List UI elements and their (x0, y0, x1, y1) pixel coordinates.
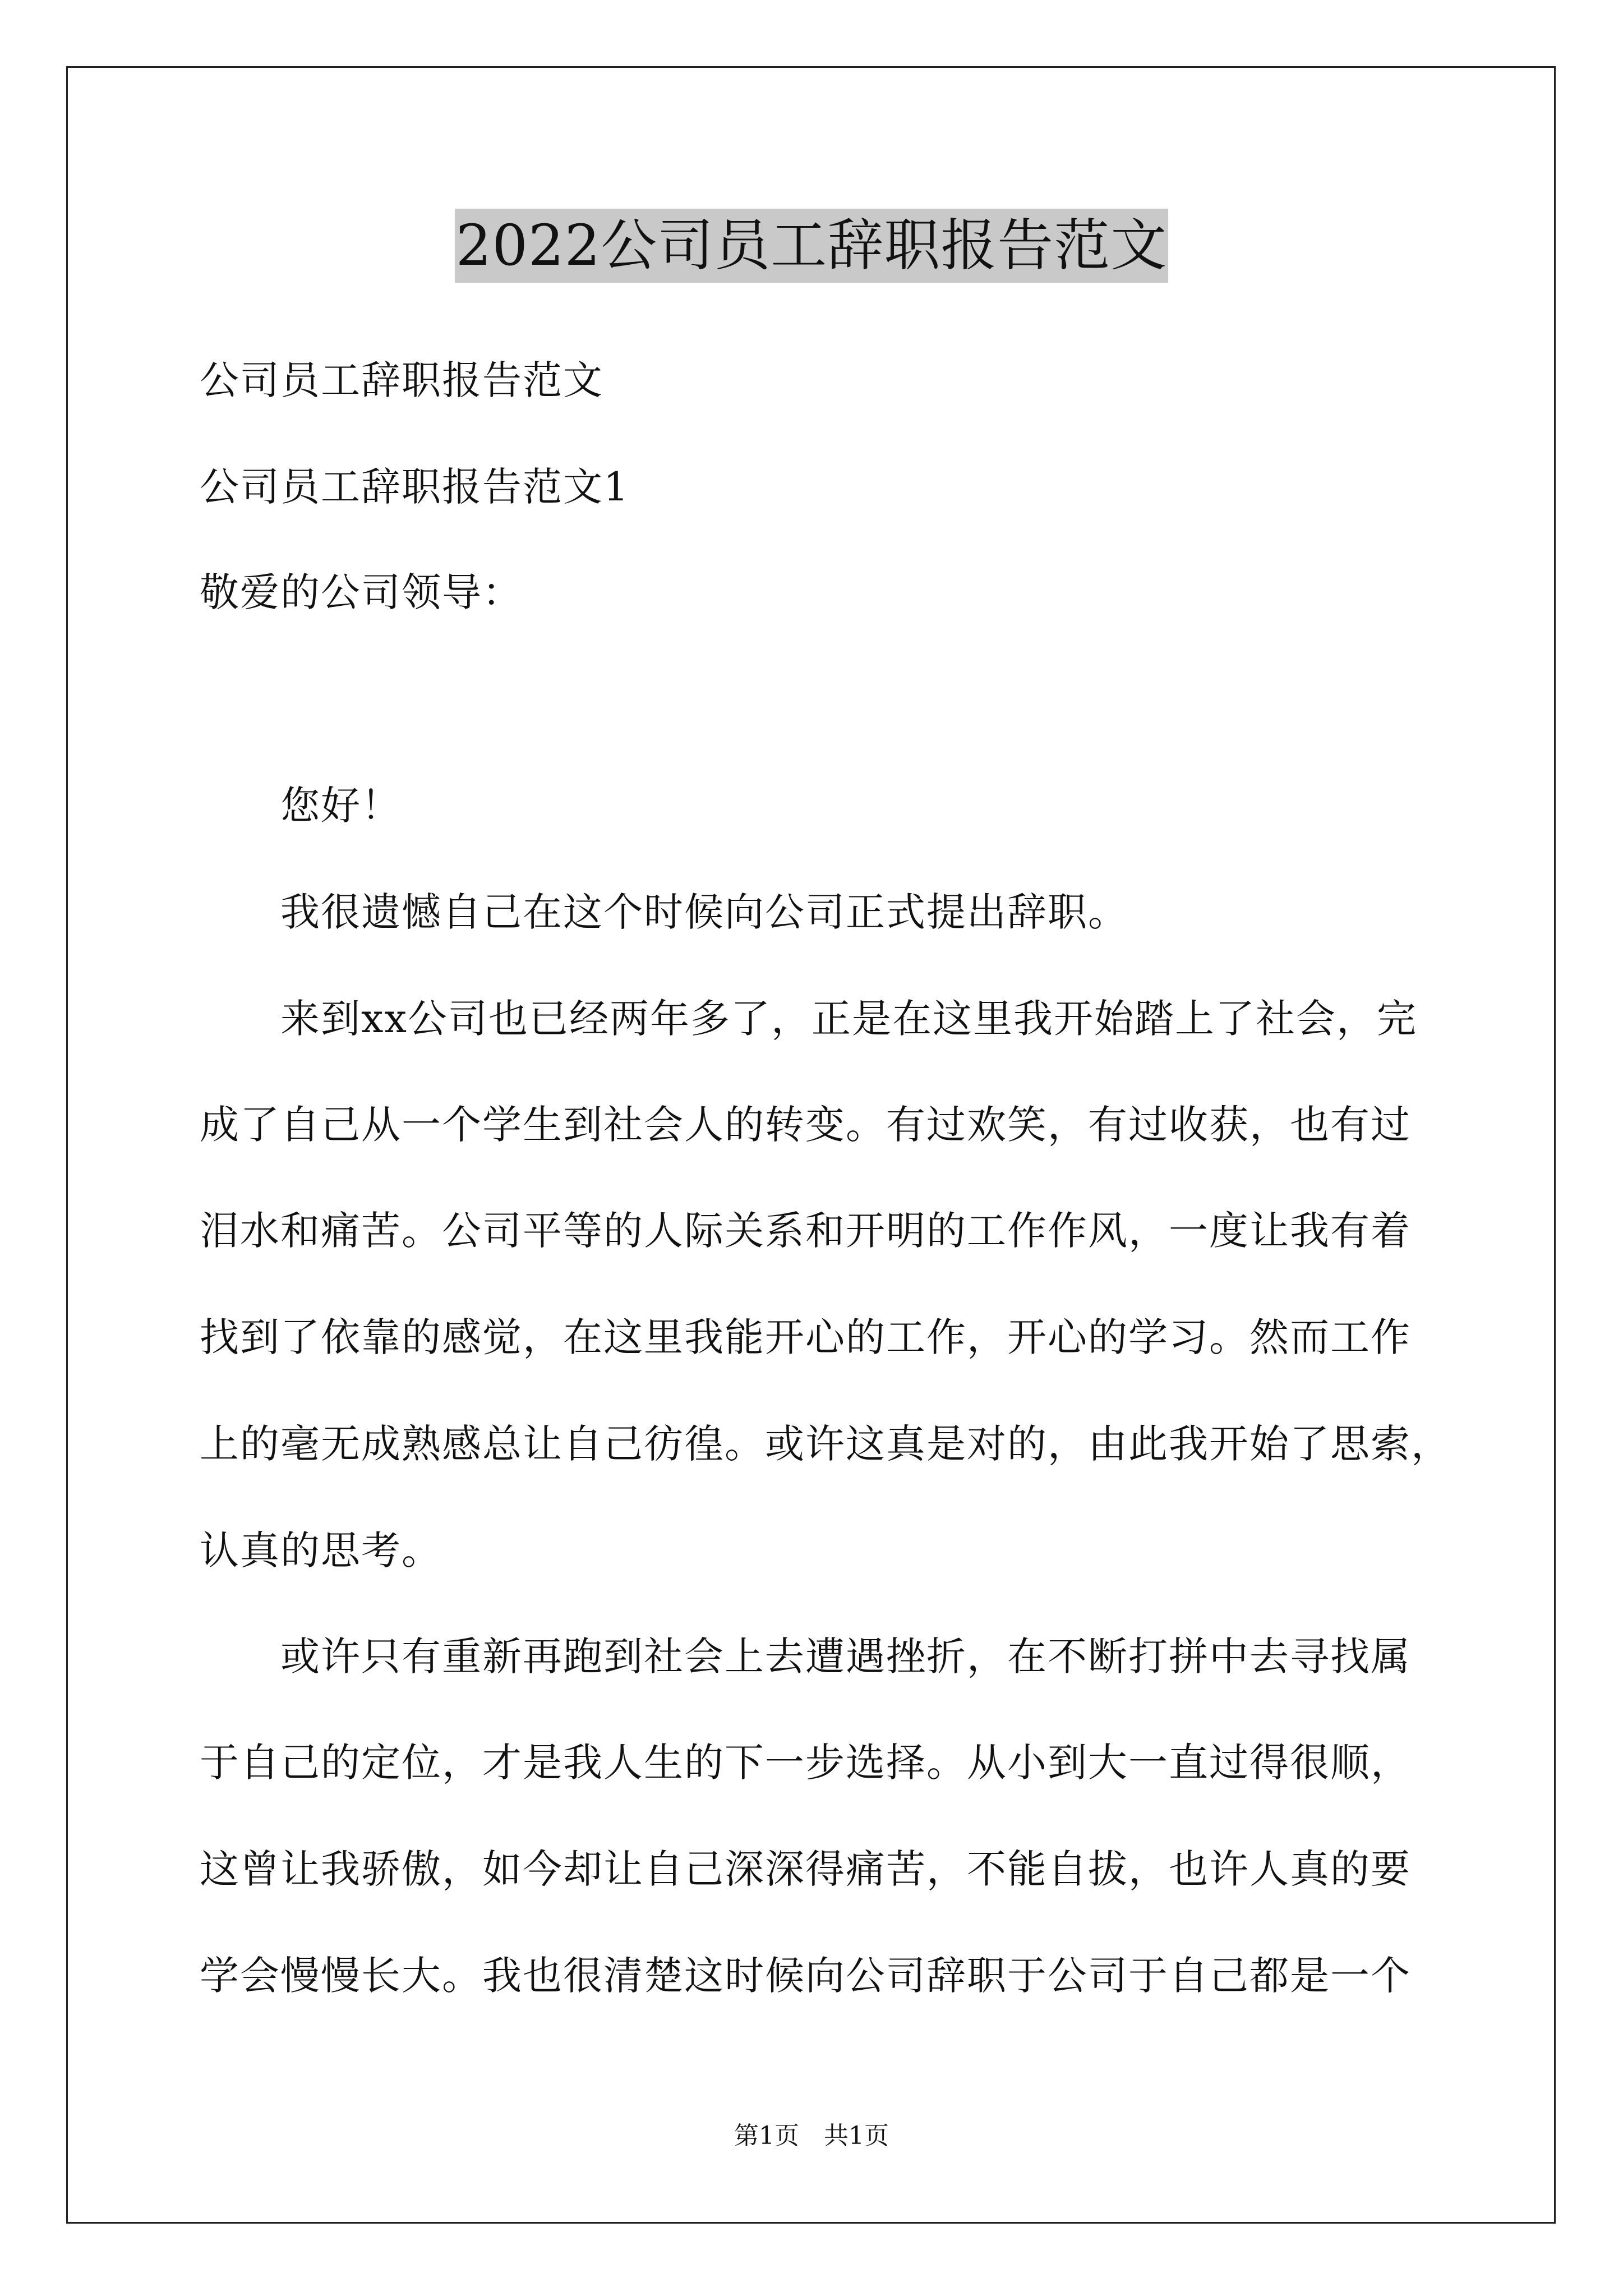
title-container (0, 209, 1623, 283)
body-line: 成了自己从一个学生到社会人的转变。有过欢笑，有过收获，也有过 (200, 1102, 1411, 1148)
body-line: 认真的思考。 (200, 1527, 442, 1573)
body-line: 于自己的定位，才是我人生的下一步选择。从小到大一直过得很顺， (200, 1740, 1411, 1786)
body-line: 学会慢慢长大。我也很清楚这时候向公司辞职于公司于自己都是一个 (200, 1953, 1411, 1999)
body-line: 这曾让我骄傲，如今却让自己深深得痛苦，不能自拔，也许人真的要 (200, 1846, 1411, 1892)
page-total: 共1页 (824, 2122, 889, 2150)
body-line: 或许只有重新再跑到社会上去遭遇挫折，在不断打拼中去寻找属 (280, 1634, 1411, 1680)
body-line: 来到xx公司也已经两年多了，正是在这里我开始踏上了社会，完 (280, 996, 1417, 1042)
document-subheading: 公司员工辞职报告范文1 (200, 464, 630, 510)
document-title: 2022公司员工辞职报告范文 (455, 209, 1169, 283)
body-line: 您好！ (280, 783, 402, 829)
page-number: 第1页 (734, 2122, 799, 2150)
document-heading: 公司员工辞职报告范文 (200, 357, 603, 403)
body-line: 上的毫无成熟感总让自己彷徨。或许这真是对的，由此我开始了思索， (200, 1421, 1451, 1467)
salutation: 敬爱的公司领导： (200, 569, 523, 615)
body-line: 找到了依靠的感觉，在这里我能开心的工作，开心的学习。然而工作 (200, 1314, 1411, 1360)
body-line: 我很遗憾自己在这个时候向公司正式提出辞职。 (280, 889, 1128, 935)
page-footer (0, 2119, 1623, 2153)
body-line: 泪水和痛苦。公司平等的人际关系和开明的工作作风，一度让我有着 (200, 1208, 1411, 1254)
